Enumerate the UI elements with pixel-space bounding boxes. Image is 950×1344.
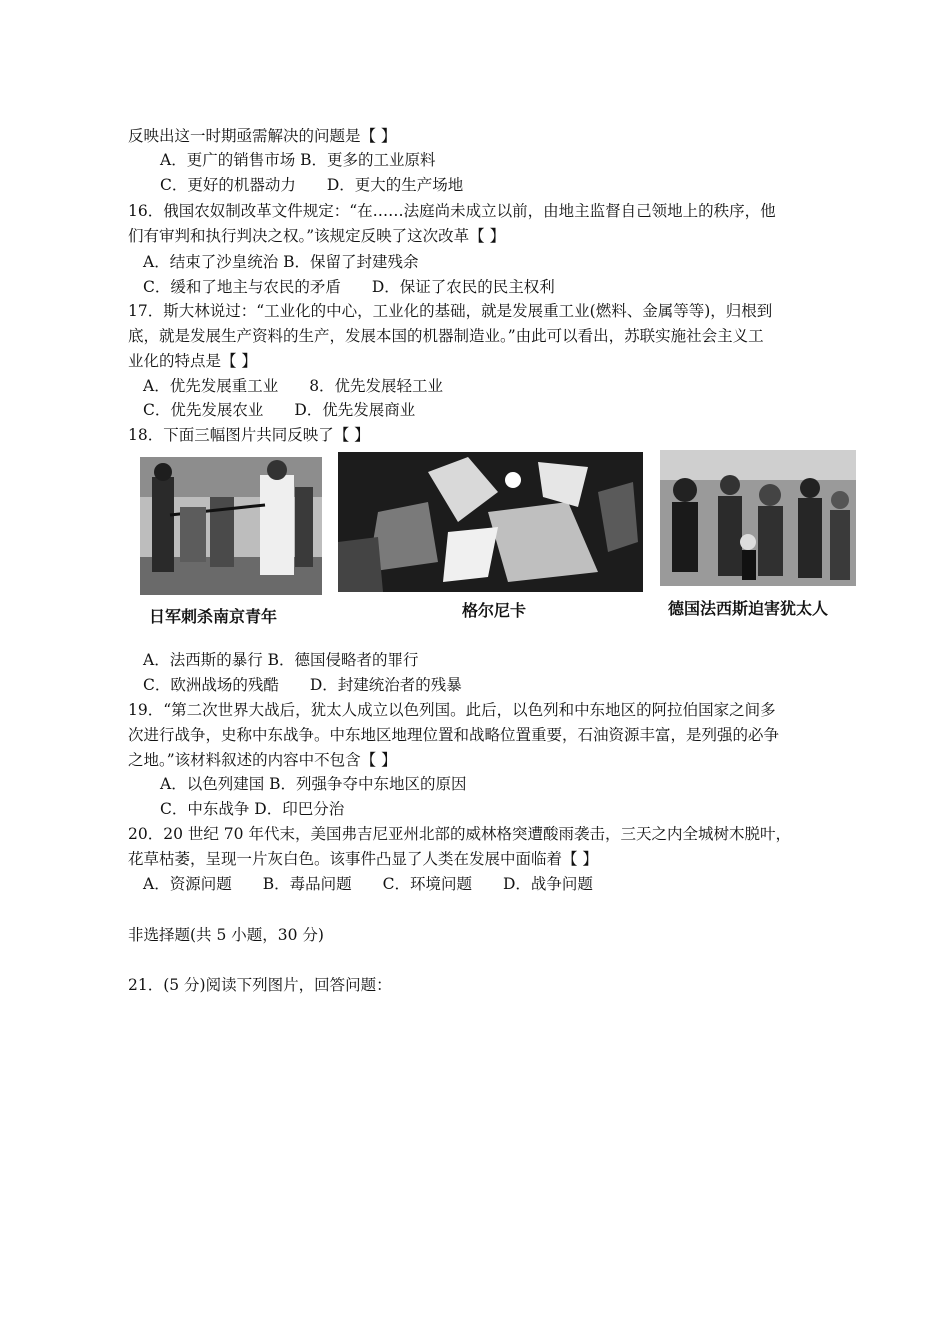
- q17-stem-line2: 底，就是发展生产资料的生产，发展本国的机器制造业。”由此可以看出，苏联实施社会主义工: [128, 327, 764, 345]
- q19-options-ab: A．以色列建国 B．列强争夺中东地区的原因: [160, 775, 467, 793]
- q17-stem-line1: 17．斯大林说过：“工业化的中心，工业化的基础，就是发展重工业(燃料、金属等等)，归根到: [128, 302, 773, 320]
- q19-options-cd: C．中东战争 D．印巴分治: [160, 800, 345, 818]
- q16-options-cd: C．缓和了地主与农民的矛盾 D．保证了农民的民主权利: [143, 278, 555, 296]
- caption-nanjing: 日军刺杀南京青年: [149, 607, 278, 626]
- q20-stem-line2: 花草枯萎，呈现一片灰白色。该事件凸显了人类在发展中面临着【 】: [128, 850, 598, 868]
- q20-stem-line1: 20．20 世纪 70 年代末，美国弗吉尼亚州北部的威林格突遭酸雨袭击，三天之内全城树木脱叶，: [128, 825, 791, 843]
- q21-stem: 21．(5 分)阅读下列图片，回答问题：: [128, 976, 392, 994]
- q16-stem-line2: 们有审判和执行判决之权。”该规定反映了这次改革【 】: [128, 227, 506, 245]
- q15-stem-tail: 反映出这一时期亟需解决的问题是【 】: [128, 127, 397, 145]
- q17-options-cd: C．优先发展农业 D．优先发展商业: [143, 401, 416, 419]
- q20-options: A．资源问题 B．毒品问题 C．环境问题 D．战争问题: [143, 875, 593, 893]
- q19-stem-line1: 19．“第二次世界大战后，犹太人成立以色列国。此后，以色列和中东地区的阿拉伯国家之间多: [128, 701, 776, 719]
- nanjing-photo: [140, 457, 322, 595]
- q15-options-ab: A．更广的销售市场 B．更多的工业原料: [160, 151, 436, 169]
- section-title: 非选择题(共 5 小题，30 分): [128, 926, 324, 944]
- caption-guernica: 格尔尼卡: [462, 601, 527, 620]
- q15-options-cd: C．更好的机器动力 D．更大的生产场地: [160, 176, 464, 194]
- q19-stem-line3: 之地。”该材料叙述的内容中不包含【 】: [128, 751, 397, 769]
- caption-jews-persecution: 德国法西斯迫害犹太人: [668, 599, 829, 618]
- q17-stem-line3: 业化的特点是【 】: [128, 352, 257, 370]
- q17-options-ab: A．优先发展重工业 8．优先发展轻工业: [143, 377, 444, 395]
- jews-persecution-photo: [660, 450, 856, 586]
- q19-stem-line2: 次进行战争，史称中东战争。中东地区地理位置和战略位置重要，石油资源丰富，是列强的必争: [128, 726, 780, 744]
- q16-options-ab: A．结束了沙皇统治 B．保留了封建残余: [143, 253, 419, 271]
- guernica-photo: [338, 452, 643, 592]
- q18-options-ab: A．法西斯的暴行 B．德国侵略者的罪行: [143, 651, 419, 669]
- q16-stem-line1: 16．俄国农奴制改革文件规定：“在……法庭尚未成立以前，由地主监督自己领地上的秩序，他: [128, 202, 776, 220]
- q18-stem: 18．下面三幅图片共同反映了【 】: [128, 426, 370, 444]
- q18-options-cd: C．欧洲战场的残酷 D．封建统治者的残暴: [143, 676, 462, 694]
